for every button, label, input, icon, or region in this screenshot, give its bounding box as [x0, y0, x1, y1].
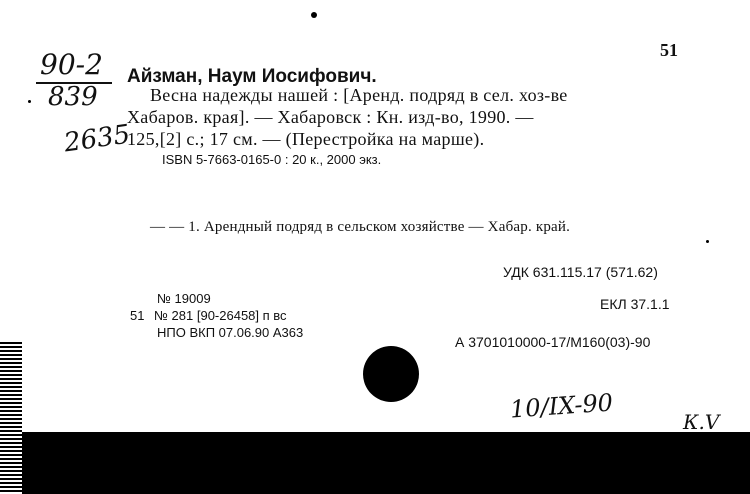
title-line-1: Весна надежды нашей : [Аренд. подряд в сел. хоз-ве — [150, 85, 568, 105]
isbn-line: ISBN 5-7663-0165-0 : 20 к., 2000 экз. — [162, 152, 382, 167]
author-name: Айзман, Наум Иосифович. — [127, 66, 377, 87]
title-line-3: 125,[2] с.; 17 см. — (Перестройка на марше). — [127, 129, 485, 149]
page-number: 51 — [660, 40, 678, 60]
npo-line: НПО ВКП 07.06.90 А363 — [157, 325, 304, 340]
title-line-2: Хабаров. края]. — Хабаровск : Кн. изд-во, 1990. — — [127, 107, 534, 127]
ink-speck-left — [28, 100, 31, 103]
shelfmark-top: 90-2 — [40, 48, 103, 81]
order-number: № 19009 — [157, 291, 211, 306]
udc-code: УДК 631.115.17 (571.62) — [503, 264, 658, 280]
scan-edge-strip — [0, 340, 22, 494]
shelfmark-bottom: 839 — [48, 82, 98, 112]
ekl-code: ЕКЛ 37.1.1 — [600, 296, 670, 312]
subject-line: — — 1. Арендный подряд в сельском хозяйстве — Хабар. край. — [150, 219, 571, 235]
punch-hole — [363, 346, 419, 402]
handwritten-code: 2635 — [62, 119, 132, 159]
print-line-prefix: 51 — [130, 308, 145, 323]
ink-speck-right — [706, 240, 709, 243]
top-hole-dot — [311, 12, 317, 18]
price-code: А 3701010000-17/М160(03)-90 — [455, 334, 651, 350]
handwritten-initials: К.V — [683, 410, 720, 432]
print-line: № 281 [90-26458] п вс — [154, 308, 287, 323]
handwritten-date: 10/IX-90 — [509, 388, 614, 424]
